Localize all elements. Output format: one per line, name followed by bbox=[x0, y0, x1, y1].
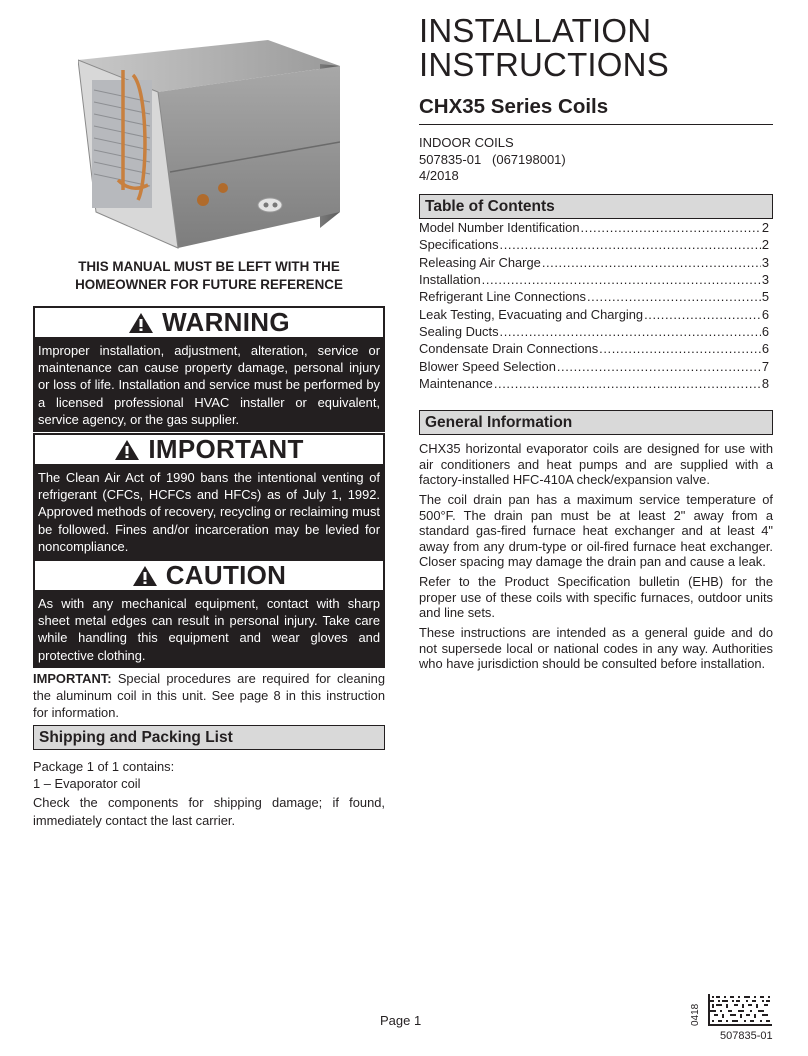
caution-title: CAUTION bbox=[165, 560, 287, 590]
warning-triangle-icon bbox=[132, 565, 158, 587]
page-title bbox=[419, 14, 669, 82]
shipping-heading: Shipping and Packing List bbox=[33, 725, 385, 750]
toc-item-label: Specifications bbox=[419, 237, 499, 253]
date-code: 0418 bbox=[690, 1003, 701, 1027]
general-paragraph-3: Refer to the Product Specification bulletin (EHB) for the proper use of these coils with specific furnaces, outdoor units and line sets. bbox=[419, 574, 773, 620]
toc-item-label: Model Number Identification bbox=[419, 220, 580, 235]
toc-item[interactable] bbox=[419, 340, 769, 357]
title-line-2: INSTRUCTIONS bbox=[419, 46, 669, 83]
toc-item[interactable] bbox=[419, 236, 769, 253]
caution-header bbox=[33, 559, 385, 592]
toc-item-label: Leak Testing, Evacuating and Charging bbox=[419, 306, 644, 322]
toc-item-page: 7 bbox=[761, 358, 769, 374]
homeowner-note bbox=[33, 258, 385, 294]
warning-header bbox=[33, 306, 385, 339]
toc-item-page: 3 bbox=[761, 254, 769, 270]
document-code: 507835-01 bbox=[720, 1030, 773, 1042]
toc-item-page: 2 bbox=[761, 237, 769, 253]
important-title: IMPORTANT bbox=[148, 434, 304, 464]
toc-item-label: Blower Speed Selection bbox=[419, 358, 556, 374]
document-meta bbox=[419, 135, 566, 185]
important-note-label: IMPORTANT: bbox=[33, 671, 112, 686]
toc-item[interactable] bbox=[419, 254, 769, 271]
toc-item-label: Releasing Air Charge bbox=[419, 254, 541, 270]
toc-item-label: Installation bbox=[419, 272, 481, 288]
shipping-section bbox=[33, 758, 385, 829]
toc-item-page: 6 bbox=[761, 306, 769, 322]
shipping-line-2: 1 – Evaporator coil bbox=[33, 776, 141, 792]
meta-category: INDOOR COILS bbox=[419, 135, 514, 150]
general-info-heading: General Information bbox=[419, 410, 773, 435]
toc-item[interactable] bbox=[419, 306, 769, 323]
toc-item-label: Condensate Drain Connections bbox=[419, 341, 599, 357]
evaporator-coil-illustration bbox=[78, 40, 340, 252]
general-info-section bbox=[419, 441, 773, 676]
page-number: Page 1 bbox=[380, 1013, 422, 1028]
important-cleaning-note bbox=[33, 670, 385, 722]
warning-box bbox=[33, 306, 385, 432]
warning-triangle-icon bbox=[114, 439, 140, 461]
shipping-line-1: Package 1 of 1 contains: bbox=[33, 759, 175, 774]
important-box bbox=[33, 433, 385, 559]
general-paragraph-1: CHX35 horizontal evaporator coils are designed for use with air conditioners and heat pumps and are supplied with a factory-installed HFC-410A check/expansion valve. bbox=[419, 441, 773, 487]
toc-item-page: 2 bbox=[761, 220, 769, 235]
general-paragraph-2: The coil drain pan has a maximum service temperature of 500°F. The drain pan must be at least 2" away from a standard gas-fired furnace heat exchanger and at least 4" away from any drum-type or oil-fired furnace heat exchanger. Closer spacing may damage the drain pan and cause a leak. bbox=[419, 492, 773, 569]
title-rule bbox=[419, 124, 773, 125]
important-note-text: Special procedures are required for cleaning the aluminum coil in this unit. See page 8 in this instruction for information. bbox=[33, 671, 385, 721]
general-paragraph-4: These instructions are intended as a general guide and do not supersede local or national codes in any way. Authorities who have jurisdiction should be consulted before installation. bbox=[419, 625, 773, 671]
shipping-line-3: Check the components for shipping damage; if found, immediately contact the last carrier. bbox=[33, 795, 385, 828]
warning-title: WARNING bbox=[162, 307, 290, 337]
warning-triangle-icon bbox=[128, 312, 154, 334]
title-line-1: INSTALLATION bbox=[419, 12, 652, 49]
toc-item-label: Maintenance bbox=[419, 376, 493, 392]
meta-date: 4/2018 bbox=[419, 168, 459, 183]
toc-item[interactable] bbox=[419, 271, 769, 288]
toc-item-page: 5 bbox=[761, 289, 769, 305]
toc-item-page: 6 bbox=[761, 324, 769, 340]
toc-item[interactable] bbox=[419, 323, 769, 340]
caution-text: As with any mechanical equipment, contact with sharp sheet metal edges can result in personal injury. Take care while handling this equipment and wear gloves and protective clothing. bbox=[38, 596, 380, 663]
data-matrix-barcode bbox=[708, 994, 772, 1026]
homeowner-note-line2: HOMEOWNER FOR FUTURE REFERENCE bbox=[75, 277, 343, 292]
toc-item[interactable] bbox=[419, 375, 769, 392]
toc-item[interactable] bbox=[419, 219, 769, 236]
toc-heading: Table of Contents bbox=[419, 194, 773, 219]
toc-item-page: 3 bbox=[761, 272, 769, 288]
toc-item-label: Sealing Ducts bbox=[419, 324, 499, 340]
caution-box bbox=[33, 559, 385, 668]
series-subtitle: CHX35 Series Coils bbox=[419, 95, 609, 118]
toc-item-page: 6 bbox=[761, 341, 769, 357]
meta-part-number: 507835-01 (067198001) bbox=[419, 151, 566, 167]
homeowner-note-line1: THIS MANUAL MUST BE LEFT WITH THE bbox=[78, 259, 340, 274]
toc-item[interactable] bbox=[419, 288, 769, 305]
important-header bbox=[33, 433, 385, 466]
table-of-contents bbox=[419, 219, 769, 392]
warning-text: Improper installation, adjustment, alteration, service or maintenance can cause property damage, personal injury or loss of life. Installation and service must be performed by a licensed professional HVAC installer or equivalent, service agency, or the gas supplier. bbox=[38, 343, 380, 427]
toc-item[interactable] bbox=[419, 358, 769, 375]
toc-item-label: Refrigerant Line Connections bbox=[419, 289, 586, 305]
important-text: The Clean Air Act of 1990 bans the intentional venting of refrigerant (CFCs, HCFCs and HFCs) as of July 1, 1992. Approved methods of recovery, recycling or reclaiming must be followed. Fines and/or incarceration may be levied for noncompliance. bbox=[38, 470, 380, 554]
toc-item-page: 8 bbox=[761, 376, 769, 392]
